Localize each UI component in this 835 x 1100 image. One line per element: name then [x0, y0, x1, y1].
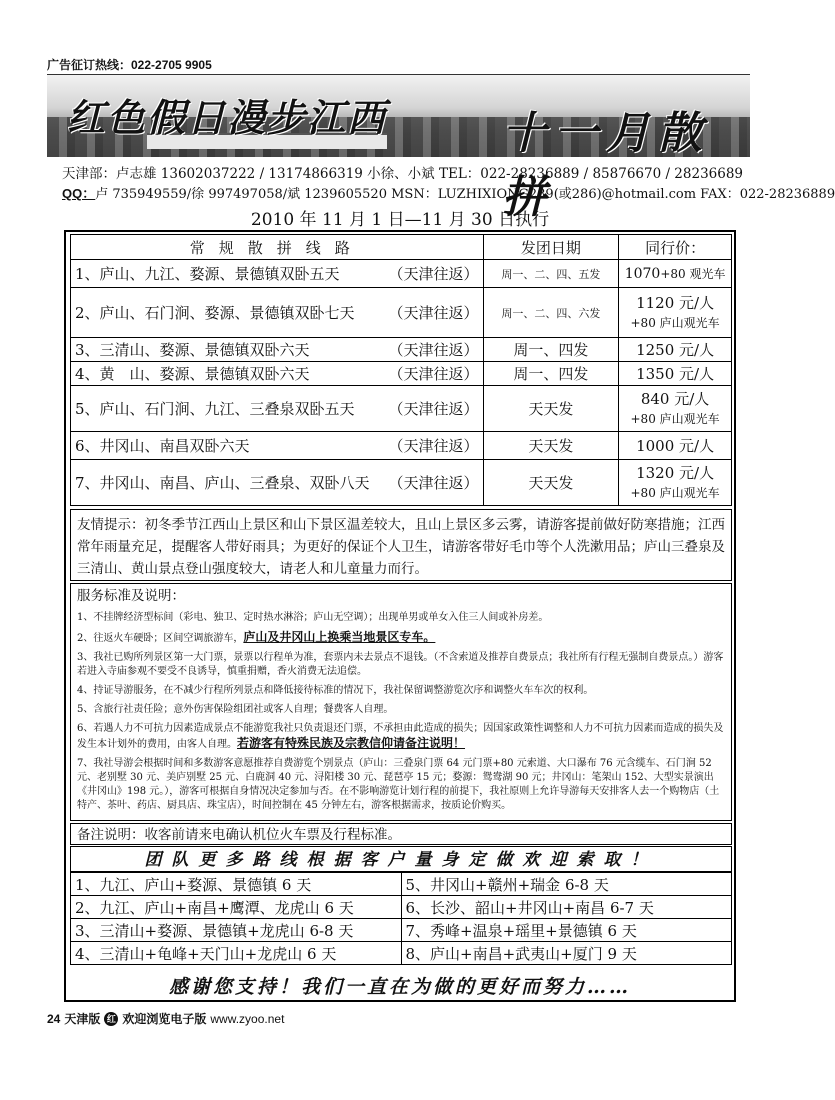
service-item: 7、我社导游会根据时间和多数游客意愿推荐自费游览个别景点（庐山：三叠泉门票 64 元门票+80 元索道、大口瀑布 76 元含缆车、石门涧 52 元、老别墅 30 元、美庐别墅 25 元、白鹿洞 40 元、浔阳楼 30 元、琵琶亭 15 元；婺源：鸳鸯湖 90 元；井冈山：笔架山 152、大型实景演出《井冈山》198 元。），游客可根据自身情况决定参加与否。在不影响游览计划行程的前提下，我社原则上允许导游每天安排客人去一个购物店（土特产、茶叶、药店、厨具店、珠宝店），时间控制在 45 分钟左右，游客根据需求，按质论价购买。 — [77, 758, 720, 811]
contact-line-1: 天津部：卢志雄 13602037222 / 13174866319 小徐、小斌 TEL：022-28236889 / 85876670 / 28236689 — [62, 166, 744, 182]
departure-day: 周一、四发 — [483, 362, 619, 386]
route-price: 840 元/人 +80 庐山观光车 — [619, 386, 732, 432]
banner-title-right: 十一月散拼 — [502, 108, 710, 223]
remark-note: 备注说明：收客前请来电确认机位火车票及行程标准。 — [70, 823, 732, 845]
extra-route: 8、庐山+南昌+武夷山+厦门 9 天 — [401, 942, 732, 965]
service-item: 1、不挂牌经济型标间（彩电、独卫、定时热水淋浴；庐山无空调）；出现单男或单女入住三人间或补房差。 — [77, 612, 549, 623]
service-item: 4、持证导游服务，在不减少行程所列景点和降低接待标准的情况下，我社保留调整游览次序和调整火车车次的权利。 — [77, 685, 594, 696]
page-footer — [47, 1010, 284, 1027]
table-row — [71, 288, 732, 338]
route-name: 2、庐山、石门涧、婺源、景德镇双卧七天 （天津往返） — [71, 288, 484, 338]
route-price: 1000 元/人 — [619, 432, 732, 460]
route-name: 7、井冈山、南昌、庐山、三叠泉、双卧八天 （天津往返） — [71, 460, 484, 506]
table-row — [71, 873, 732, 896]
service-item: 5、含旅行社责任险；意外伤害保险组团社或客人自理；餐费客人自理。 — [77, 704, 394, 715]
header-departure: 发团日期 — [483, 235, 619, 260]
departure-day: 天天发 — [483, 386, 619, 432]
ad-hotline: 广告征订热线：022-2705 9905 — [47, 58, 212, 72]
custom-route-slogan: 团队更多路线根据客户量身定做欢迎索取！ — [70, 846, 732, 872]
red-logo-icon: 红 — [104, 1012, 118, 1026]
route-name: 5、庐山、石门涧、九江、三叠泉双卧五天 （天津往返） — [71, 386, 484, 432]
thanks-message: 感谢您支持！我们一直在为做的更好而努力…… — [168, 976, 631, 998]
table-header-row — [71, 235, 732, 260]
extra-route: 5、井冈山+赣州+瑞金 6-8 天 — [401, 873, 732, 896]
qq-label: QQ： — [62, 186, 96, 201]
departure-day: 天天发 — [483, 432, 619, 460]
route-price: 1350 元/人 — [619, 362, 732, 386]
route-name: 6、井冈山、南昌双卧六天 （天津往返） — [71, 432, 484, 460]
departure-day: 周一、二、四、五发 — [483, 260, 619, 288]
table-row — [71, 896, 732, 919]
extra-route: 3、三清山+婺源、景德镇+龙虎山 6-8 天 — [71, 919, 402, 942]
departure-day: 天天发 — [483, 460, 619, 506]
route-name: 3、三清山、婺源、景德镇双卧六天 （天津往返） — [71, 338, 484, 362]
service-item: 2、往返火车硬卧；区间空调旅游车，庐山及井冈山上换乘当地景区专车。 — [77, 630, 436, 644]
service-highlight: 庐山及井冈山上换乘当地景区专车。 — [243, 630, 436, 644]
route-price: 1070+80 观光车 — [619, 260, 732, 288]
service-standards — [70, 583, 732, 821]
footer-text: 欢迎浏览电子版 — [122, 1012, 207, 1026]
extra-route: 7、秀峰+温泉+瑶里+景德镇 6 天 — [401, 919, 732, 942]
edition-label: 天津版 — [64, 1012, 101, 1026]
service-item: 3、我社已购所列景区第一大门票，景票以行程单为准，套票内未去景点不退钱。（不含索道及推荐自费景点；我社所有行程无强制自费景点。）游客若进入寺庙参观不要受不良诱导，慎重捐赠，香火消费无法追偿。 — [77, 652, 724, 677]
route-price: 1320 元/人 +80 庐山观光车 — [619, 460, 732, 506]
page-number: 24 — [47, 1011, 61, 1026]
departure-day: 周一、四发 — [483, 338, 619, 362]
table-row — [71, 338, 732, 362]
departure-day: 周一、二、四、六发 — [483, 288, 619, 338]
route-price: 1120 元/人 +80 庐山观光车 — [619, 288, 732, 338]
route-name: 1、庐山、九江、婺源、景德镇双卧五天 （天津往返） — [71, 260, 484, 288]
extra-route: 6、长沙、韶山+井冈山+南昌 6-7 天 — [401, 896, 732, 919]
service-title: 服务标准及说明： — [77, 588, 185, 604]
table-row — [71, 260, 732, 288]
table-row — [71, 919, 732, 942]
table-row — [71, 432, 732, 460]
table-row — [71, 362, 732, 386]
extra-route: 2、九江、庐山+南昌+鹰潭、龙虎山 6 天 — [71, 896, 402, 919]
banner-title-left: 红色假日漫步江西 — [67, 95, 388, 140]
extra-route: 4、三清山+龟峰+天门山+龙虎山 6 天 — [71, 942, 402, 965]
header-route: 常规散拼线路 — [71, 235, 484, 260]
route-price: 1250 元/人 — [619, 338, 732, 362]
table-row — [71, 386, 732, 432]
service-highlight: 若游客有特殊民族及宗教信仰请备注说明！ — [237, 736, 466, 750]
website-link[interactable]: www.zyoo.net — [210, 1011, 285, 1026]
friendly-tips: 友情提示：初冬季节江西山上景区和山下景区温差较大，且山上景区多云雾，请游客提前做好防寒措施；江西常年雨量充足，提醒客人带好雨具；为更好的保证个人卫生，请游客带好毛巾等个人洗漱用品；庐山三叠泉及三清山、黄山景点登山强度较大，请老人和儿童量力而行。 — [70, 509, 732, 581]
more-routes-table — [70, 872, 732, 965]
table-row — [71, 942, 732, 965]
contact-qq-msn-fax: 卢 735949559/徐 997497058/斌 1239605520 MSN：LUZHIXIONG289(或286)@hotmail.com FAX：022-28236889 — [95, 187, 835, 202]
header-price: 同行价： — [619, 235, 732, 260]
validity-date: 2010 年 11 月 1 日—11 月 30 日执行 — [250, 210, 550, 230]
service-item: 6、若遇人力不可抗力因素造成景点不能游览我社只负责退还门票，不承担由此造成的损失；因国家政策性调整和人力不可抗力因素而造成的损失及发生本计划外的费用，由客人自理。若游客有特殊民族及宗教信仰请备注说明！ — [77, 723, 724, 750]
extra-route: 1、九江、庐山+婺源、景德镇 6 天 — [71, 873, 402, 896]
route-name: 4、黄 山、婺源、景德镇双卧六天 （天津往返） — [71, 362, 484, 386]
contact-line-2 — [62, 183, 835, 202]
table-row — [71, 460, 732, 506]
route-price-table — [70, 234, 732, 506]
